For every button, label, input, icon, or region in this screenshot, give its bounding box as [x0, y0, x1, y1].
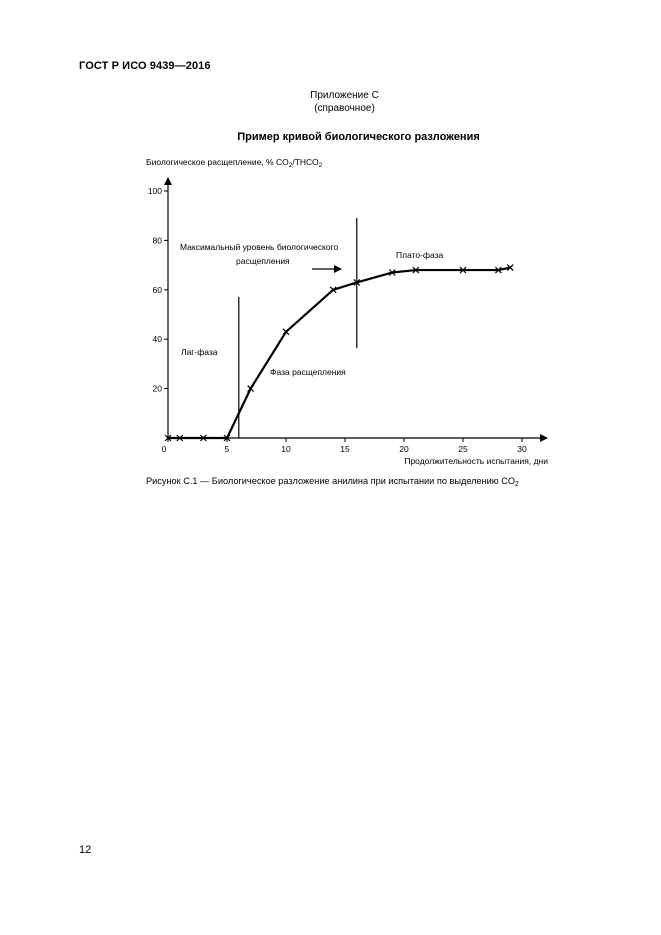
annotation-split-phase: Фаза расщепления: [270, 367, 346, 377]
y-tick-label: 100: [147, 186, 162, 196]
figure-caption: [146, 476, 519, 488]
x-tick-label: 15: [340, 444, 350, 454]
caption-text: Рисунок С.1 — Биологическое разложение анилина при испытании по выделению CO: [146, 476, 516, 486]
caption-subscript: 2: [515, 481, 519, 488]
annotation-plateau-phase: Плато-фаза: [396, 250, 444, 260]
y-tick-label: 20: [152, 383, 162, 394]
x-tick-label: 5: [224, 444, 230, 454]
figure-title: Пример кривой биологического разложения: [237, 131, 480, 143]
annotation-max-line1: Максимальный уровень биологического: [180, 242, 339, 252]
annotation-max-line2: расщепления: [236, 256, 290, 266]
annotation-lag-phase: Лаг-фаза: [181, 347, 218, 357]
appendix-title: Приложение С: [310, 90, 379, 101]
y-tick-label: 80: [152, 235, 162, 246]
x-tick-label: 20: [399, 444, 409, 454]
data-point: [283, 329, 289, 335]
appendix-note: (справочное): [314, 103, 375, 114]
x-axis-label: Продолжительность испытания, дни: [404, 456, 548, 466]
document-header: ГОСТ Р ИСО 9439—2016: [79, 60, 211, 72]
page-number: 12: [79, 844, 92, 856]
y-tick-label: 40: [152, 334, 162, 345]
x-tick-label: 30: [517, 444, 527, 454]
x-tick-label: 25: [458, 444, 468, 454]
series-line: [168, 268, 510, 438]
y-axis-label: Биологическое расщепление, % $CO_2/ТНСО_2$: [146, 157, 323, 169]
x-tick-label: 10: [281, 444, 291, 454]
x-tick-label: 0: [161, 444, 167, 454]
y-tick-label: 60: [152, 284, 162, 295]
